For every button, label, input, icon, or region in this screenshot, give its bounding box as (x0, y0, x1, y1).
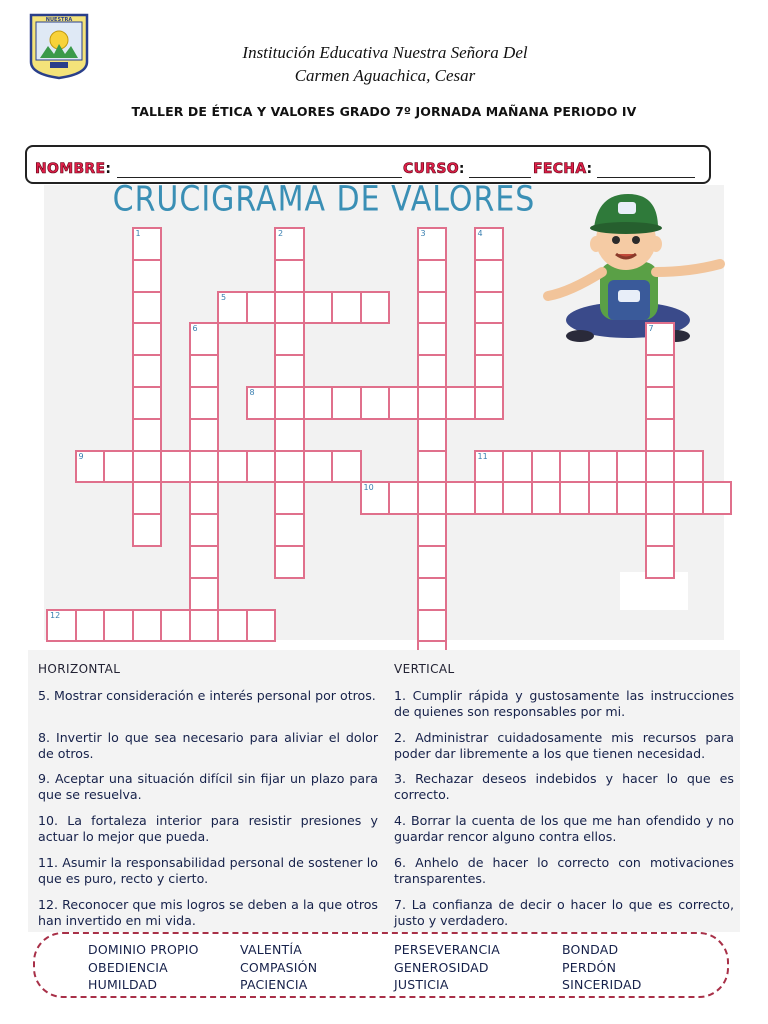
date-label: FECHA: (533, 161, 593, 177)
crossword-cell[interactable] (474, 227, 505, 261)
clue-horizontal-11: 11. Asumir la responsabilidad personal de sostener lo que es puro, recto y cierto. (38, 855, 378, 886)
crossword-cell[interactable] (189, 354, 220, 388)
crossword-cell[interactable] (132, 418, 163, 452)
crossword-cell[interactable] (274, 545, 305, 579)
crossword-cell[interactable] (360, 386, 391, 420)
crossword-cell[interactable] (417, 545, 448, 579)
crossword-cell[interactable] (274, 227, 305, 261)
crossword-cell[interactable] (303, 386, 334, 420)
crossword-cell[interactable] (445, 386, 476, 420)
crossword-cell[interactable] (417, 609, 448, 643)
crossword-cell[interactable] (189, 322, 220, 356)
svg-text:NUESTRA: NUESTRA (45, 17, 73, 23)
crossword-cell[interactable] (588, 450, 619, 484)
crossword-cell[interactable] (502, 481, 533, 515)
crossword-cell[interactable] (360, 291, 391, 325)
crossword-cell[interactable] (189, 450, 220, 484)
crossword-cell[interactable] (75, 609, 106, 643)
word-bank-item: PACIENCIA (240, 977, 308, 992)
crossword-cell[interactable] (645, 545, 676, 579)
crossword-cell[interactable] (132, 322, 163, 356)
student-info-box (25, 145, 711, 184)
crossword-cell[interactable] (132, 513, 163, 547)
crossword-cell[interactable] (474, 354, 505, 388)
crossword-cell[interactable] (531, 450, 562, 484)
crossword-cell[interactable] (445, 481, 476, 515)
crossword-cell[interactable] (189, 609, 220, 643)
crossword-cell[interactable] (246, 609, 277, 643)
crossword-cell[interactable] (673, 481, 704, 515)
clue-vertical-2: 2. Administrar cuidadosamente mis recursos para poder dar libremente a los que tienen necesidad. (394, 730, 734, 761)
crossword-cell[interactable] (673, 450, 704, 484)
clue-number: 1 (135, 229, 141, 238)
crossword-cell[interactable] (274, 386, 305, 420)
crossword-cell[interactable] (645, 513, 676, 547)
crossword-cell[interactable] (246, 291, 277, 325)
word-bank-item: DOMINIO PROPIO (88, 942, 199, 957)
crossword-cell[interactable] (417, 227, 448, 261)
crossword-cell[interactable] (132, 481, 163, 515)
word-bank-item: PERSEVERANCIA (394, 942, 501, 957)
name-label: NOMBRE: (35, 161, 112, 177)
crossword-cell[interactable] (132, 291, 163, 325)
word-bank-item: HUMILDAD (88, 977, 158, 992)
crossword-cell[interactable] (388, 386, 419, 420)
crossword-cell[interactable] (531, 481, 562, 515)
clue-number: 4 (477, 229, 483, 238)
crossword-cell[interactable] (103, 609, 134, 643)
crossword-cell[interactable] (645, 481, 676, 515)
crossword-cell[interactable] (645, 418, 676, 452)
crossword-cell[interactable] (417, 513, 448, 547)
clue-number: 8 (249, 388, 255, 397)
crossword-cell[interactable] (303, 450, 334, 484)
crossword-cell[interactable] (274, 418, 305, 452)
crossword-cell[interactable] (331, 386, 362, 420)
crossword-cell[interactable] (189, 577, 220, 611)
clue-vertical-4: 4. Borrar la cuenta de los que me han ofendido y no guardar rencor alguno contra ellos. (394, 813, 734, 844)
crossword-cell[interactable] (474, 259, 505, 293)
crossword-cell[interactable] (132, 450, 163, 484)
crossword-title: CRUCIGRAMA DE VALORES (112, 179, 536, 220)
clue-number: 11 (477, 451, 488, 461)
crossword-cell[interactable] (274, 513, 305, 547)
clue-number: 12 (50, 610, 61, 620)
crossword-cell[interactable] (417, 291, 448, 325)
workshop-title: TALLER DE ÉTICA Y VALORES GRADO 7º JORNADA MAÑANA PERIODO IV (131, 104, 637, 119)
crossword-cell[interactable] (331, 450, 362, 484)
crossword-cell[interactable] (331, 291, 362, 325)
crossword-cell[interactable] (303, 291, 334, 325)
institution-name-line1: Institución Educativa Nuestra Señora Del (242, 43, 528, 62)
crossword-cell[interactable] (474, 291, 505, 325)
crossword-cell[interactable] (132, 227, 163, 261)
crossword-cell[interactable] (645, 354, 676, 388)
crossword-cell[interactable] (189, 386, 220, 420)
crossword-cell[interactable] (132, 354, 163, 388)
clue-number: 10 (363, 483, 374, 493)
clue-vertical-6: 6. Anhelo de hacer lo correcto con motivaciones transparentes. (394, 855, 734, 886)
crossword-cell[interactable] (160, 609, 191, 643)
crossword-cell[interactable] (189, 418, 220, 452)
word-bank-item: VALENTÍA (240, 942, 302, 957)
name-field[interactable] (117, 177, 402, 178)
vertical-heading: VERTICAL (394, 662, 455, 676)
crossword-cell[interactable] (616, 481, 647, 515)
institution-name-line2: Carmen Aguachica, Cesar (294, 66, 476, 85)
word-bank-item: JUSTICIA (394, 977, 449, 992)
crossword-cell[interactable] (417, 322, 448, 356)
clue-number: 7 (648, 324, 654, 334)
crossword-cell[interactable] (502, 450, 533, 484)
crossword-cell[interactable] (160, 450, 191, 484)
crossword-cell[interactable] (274, 450, 305, 484)
crossword-cell[interactable] (132, 259, 163, 293)
crossword-cell[interactable] (189, 481, 220, 515)
clue-number: 5 (221, 292, 227, 302)
crossword-cell[interactable] (417, 354, 448, 388)
crossword-cell[interactable] (274, 291, 305, 325)
date-field[interactable] (597, 177, 695, 178)
crossword-cell[interactable] (46, 609, 77, 643)
school-logo (28, 12, 90, 80)
crossword-cell[interactable] (75, 450, 106, 484)
word-bank-item: COMPASIÓN (240, 960, 318, 975)
crossword-cell[interactable] (274, 354, 305, 388)
cartoon-boy-illustration (540, 188, 730, 348)
crossword-cell[interactable] (559, 481, 590, 515)
clue-vertical-1: 1. Cumplir rápida y gustosamente las instrucciones de quienes son responsables por mi. (394, 688, 734, 719)
clue-vertical-3: 3. Rechazar deseos indebidos y hacer lo que es correcto. (394, 771, 734, 802)
clue-number: 3 (420, 229, 426, 238)
word-bank-item: GENEROSIDAD (394, 960, 489, 975)
crossword-cell[interactable] (474, 481, 505, 515)
crossword-cell[interactable] (132, 609, 163, 643)
crossword-cell[interactable] (417, 450, 448, 484)
course-field[interactable] (469, 177, 531, 178)
crossword-cell[interactable] (474, 386, 505, 420)
crossword-cell[interactable] (246, 386, 277, 420)
crossword-cell[interactable] (217, 450, 248, 484)
crossword-cell[interactable] (417, 481, 448, 515)
crossword-cell[interactable] (645, 450, 676, 484)
word-bank-item: SINCERIDAD (562, 977, 642, 992)
crossword-cell[interactable] (274, 481, 305, 515)
crossword-cell[interactable] (417, 386, 448, 420)
crossword-cell[interactable] (246, 450, 277, 484)
clue-horizontal-12: 12. Reconocer que mis logros se deben a la que otros han invertido en mi vida. (38, 897, 378, 928)
crossword-cell[interactable] (559, 450, 590, 484)
crossword-cell[interactable] (417, 418, 448, 452)
clue-vertical-7: 7. La confianza de decir o hacer lo que es correcto, justo y verdadero. (394, 897, 734, 928)
word-bank-item: BONDAD (562, 942, 619, 957)
horizontal-heading: HORIZONTAL (38, 662, 121, 676)
crossword-cell[interactable] (217, 291, 248, 325)
word-bank-item: PERDÓN (562, 960, 617, 975)
crossword-cell[interactable] (616, 450, 647, 484)
crossword-cell[interactable] (132, 386, 163, 420)
word-bank-item: OBEDIENCIA (88, 960, 168, 975)
clue-horizontal-9: 9. Aceptar una situación difícil sin fijar un plazo para que se resuelva. (38, 771, 378, 802)
crossword-cell[interactable] (417, 577, 448, 611)
crossword-cell[interactable] (474, 450, 505, 484)
crossword-cell[interactable] (217, 609, 248, 643)
clue-number: 2 (278, 229, 284, 238)
crossword-cell[interactable] (645, 386, 676, 420)
crossword-cell[interactable] (702, 481, 733, 515)
crossword-cell[interactable] (274, 322, 305, 356)
crossword-cell[interactable] (189, 545, 220, 579)
crossword-cell[interactable] (588, 481, 619, 515)
clue-number: 6 (192, 324, 198, 334)
clue-horizontal-5: 5. Mostrar consideración e interés personal por otros. (38, 688, 376, 703)
crossword-cell[interactable] (645, 322, 676, 356)
clue-number: 9 (78, 451, 84, 461)
crossword-cell[interactable] (388, 481, 419, 515)
course-label: CURSO: (403, 161, 465, 177)
crossword-cell[interactable] (474, 322, 505, 356)
clue-horizontal-8: 8. Invertir lo que sea necesario para aliviar el dolor de otros. (38, 730, 378, 761)
clue-horizontal-10: 10. La fortaleza interior para resistir presiones y actuar lo mejor que pueda. (38, 813, 378, 844)
crossword-cell[interactable] (360, 481, 391, 515)
crossword-cell[interactable] (274, 259, 305, 293)
crossword-cell[interactable] (103, 450, 134, 484)
crossword-cell[interactable] (417, 259, 448, 293)
crossword-cell[interactable] (189, 513, 220, 547)
